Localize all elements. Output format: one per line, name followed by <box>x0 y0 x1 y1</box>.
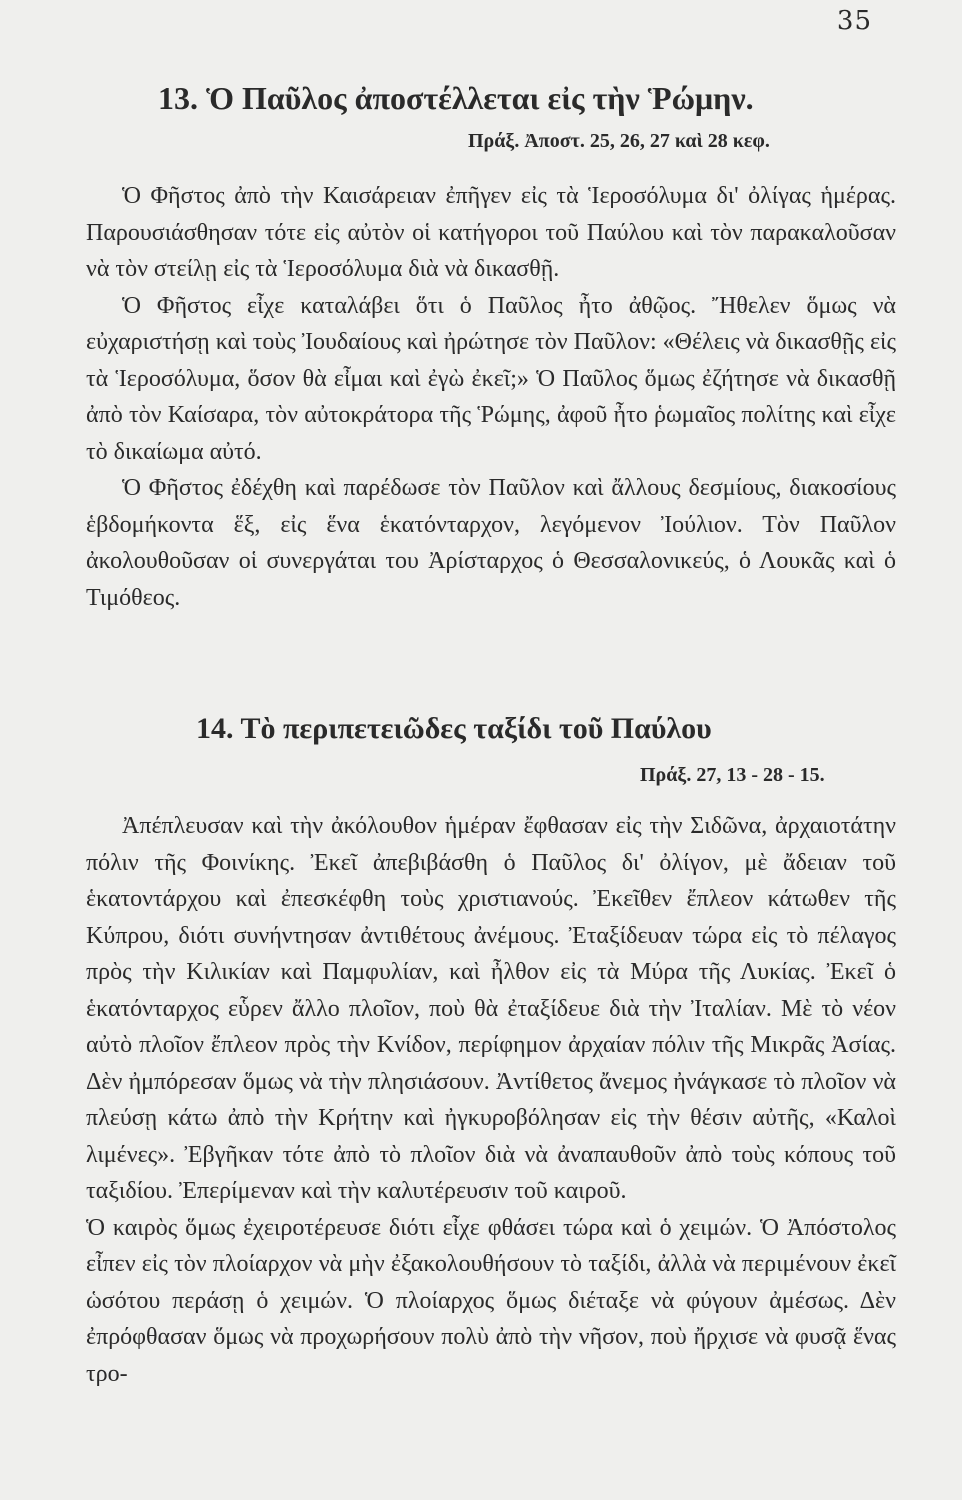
section-14-title: 14. Τὸ περιπετειῶδες ταξίδι τοῦ Παύλου <box>196 712 712 745</box>
section-14-body <box>86 808 896 1392</box>
paragraph: Ὁ Φῆστος εἶχε καταλάβει ὅτι ὁ Παῦλος ἦτο ἀθῷος. Ἤθελεν ὅμως νὰ εὐχαριστήσῃ καὶ τοὺς Ἰουδαίους καὶ ἠρώτησε τὸν Παῦλον: «Θέλεις νὰ δικασθῇς εἰς τὰ Ἱεροσόλυμα, ὅσον θὰ εἶμαι καὶ ἐγὼ ἐκεῖ;» Ὁ Παῦλος ὅμως ἐζήτησε νὰ δικασθῇ ἀπὸ τὸν Καίσαρα, τὸν αὐτοκράτορα τῆς Ῥώμης, ἀφοῦ ἦτο ῥωμαῖος πολίτης καὶ εἶχε τὸ δικαίωμα αὐτό. <box>86 292 896 465</box>
paragraph: Ὁ καιρὸς ὅμως ἐχειροτέρευσε διότι εἶχε φθάσει τώρα καὶ ὁ χειμών. Ὁ Ἀπόστολος εἶπεν εἰς τὸν πλοίαρχον νὰ μὴν ἐξακολουθήσουν τὸ ταξίδι, ἀλλὰ νὰ περιμένουν ἐκεῖ ὡσότου περάσῃ ὁ χειμών. Ὁ πλοίαρχος ὅμως διέταξε νὰ φύγουν ἀμέσως. Δὲν ἐπρόφθασαν ὅμως νὰ προχωρήσουν πολὺ ἀπὸ τὴν νῆσον, ποὺ ἤρχισε νὰ φυσᾷ ἕνας τρο- <box>86 1214 896 1387</box>
section-13-body <box>86 178 896 616</box>
section-13-title: 13. Ὁ Παῦλος ἀποστέλλεται εἰς τὴν Ῥώμην. <box>158 80 754 116</box>
paragraph: Ὁ Φῆστος ἐδέχθη καὶ παρέδωσε τὸν Παῦλον καὶ ἄλλους δεσμίους, διακοσίους ἑβδομήκοντα ἕξ, εἰς ἕνα ἑκατόνταρχον, λεγόμενον Ἰούλιον. Τὸν Παῦλον ἀκολουθοῦσαν οἱ συνεργάται του Ἀρίσταρχος ὁ Θεσσαλονικεύς, ὁ Λουκᾶς καὶ ὁ Τιμόθεος. <box>86 475 896 611</box>
section-14-reference: Πράξ. 27, 13 - 28 - 15. <box>640 764 825 786</box>
page-number: 35 <box>836 6 872 36</box>
paragraph: Ὁ Φῆστος ἀπὸ τὴν Καισάρειαν ἐπῆγεν εἰς τὰ Ἱεροσόλυμα δι' ὀλίγας ἡμέρας. Παρουσιάσθησαν τότε εἰς αὐτὸν οἱ κατήγοροι τοῦ Παύλου καὶ τὸν παρακαλοῦσαν νὰ τὸν στείλῃ εἰς τὰ Ἱεροσόλυμα διὰ νὰ δικασθῇ. <box>86 183 896 282</box>
paragraph: Ἀπέπλευσαν καὶ τὴν ἀκόλουθον ἡμέραν ἔφθασαν εἰς τὴν Σιδῶνα, ἀρχαιοτάτην πόλιν τῆς Φοινίκης. Ἐκεῖ ἀπεβιβάσθη ὁ Παῦλος δι' ὀλίγον, μὲ ἄδειαν τοῦ ἑκατοντάρχου καὶ ἐπεσκέφθη τοὺς χριστιανούς. Ἐκεῖθεν ἔπλεον κάτωθεν τῆς Κύπρου, διότι συνήντησαν ἀντιθέτους ἀνέμους. Ἐταξίδευαν τώρα εἰς τὸ πέλαγος πρὸς τὴν Κιλικίαν καὶ Παμφυλίαν, καὶ ἦλθον εἰς τὰ Μύρα τῆς Λυκίας. Ἐκεῖ ὁ ἑκατόνταρχος εὗρεν ἄλλο πλοῖον, ποὺ θὰ ἐταξίδευε διὰ τὴν Ἰταλίαν. Μὲ τὸ νέον αὐτὸ πλοῖον ἔπλεον πρὸς τὴν Κνίδον, περίφημον ἀρχαίαν πόλιν τῆς Μικρᾶς Ἀσίας. Δὲν ἠμπόρεσαν ὅμως νὰ τὴν πλησιάσουν. Ἀντίθετος ἄνεμος ἠνάγκασε τὸ πλοῖον νὰ πλεύσῃ κάτω ἀπὸ τὴν Κρήτην καὶ ἠγκυροβόλησαν εἰς τὴν θέσιν αὐτῆς, «Καλοὶ λιμένες». Ἐβγῆκαν τότε ἀπὸ τὸ πλοῖον διὰ νὰ ἀναπαυθοῦν ἀπὸ τοὺς κόπους τοῦ ταξιδίου. Ἐπερίμεναν καὶ τὴν καλυτέρευσιν τοῦ καιροῦ. <box>86 813 896 1204</box>
section-13-reference: Πράξ. Ἀποστ. 25, 26, 27 καὶ 28 κεφ. <box>468 130 770 152</box>
